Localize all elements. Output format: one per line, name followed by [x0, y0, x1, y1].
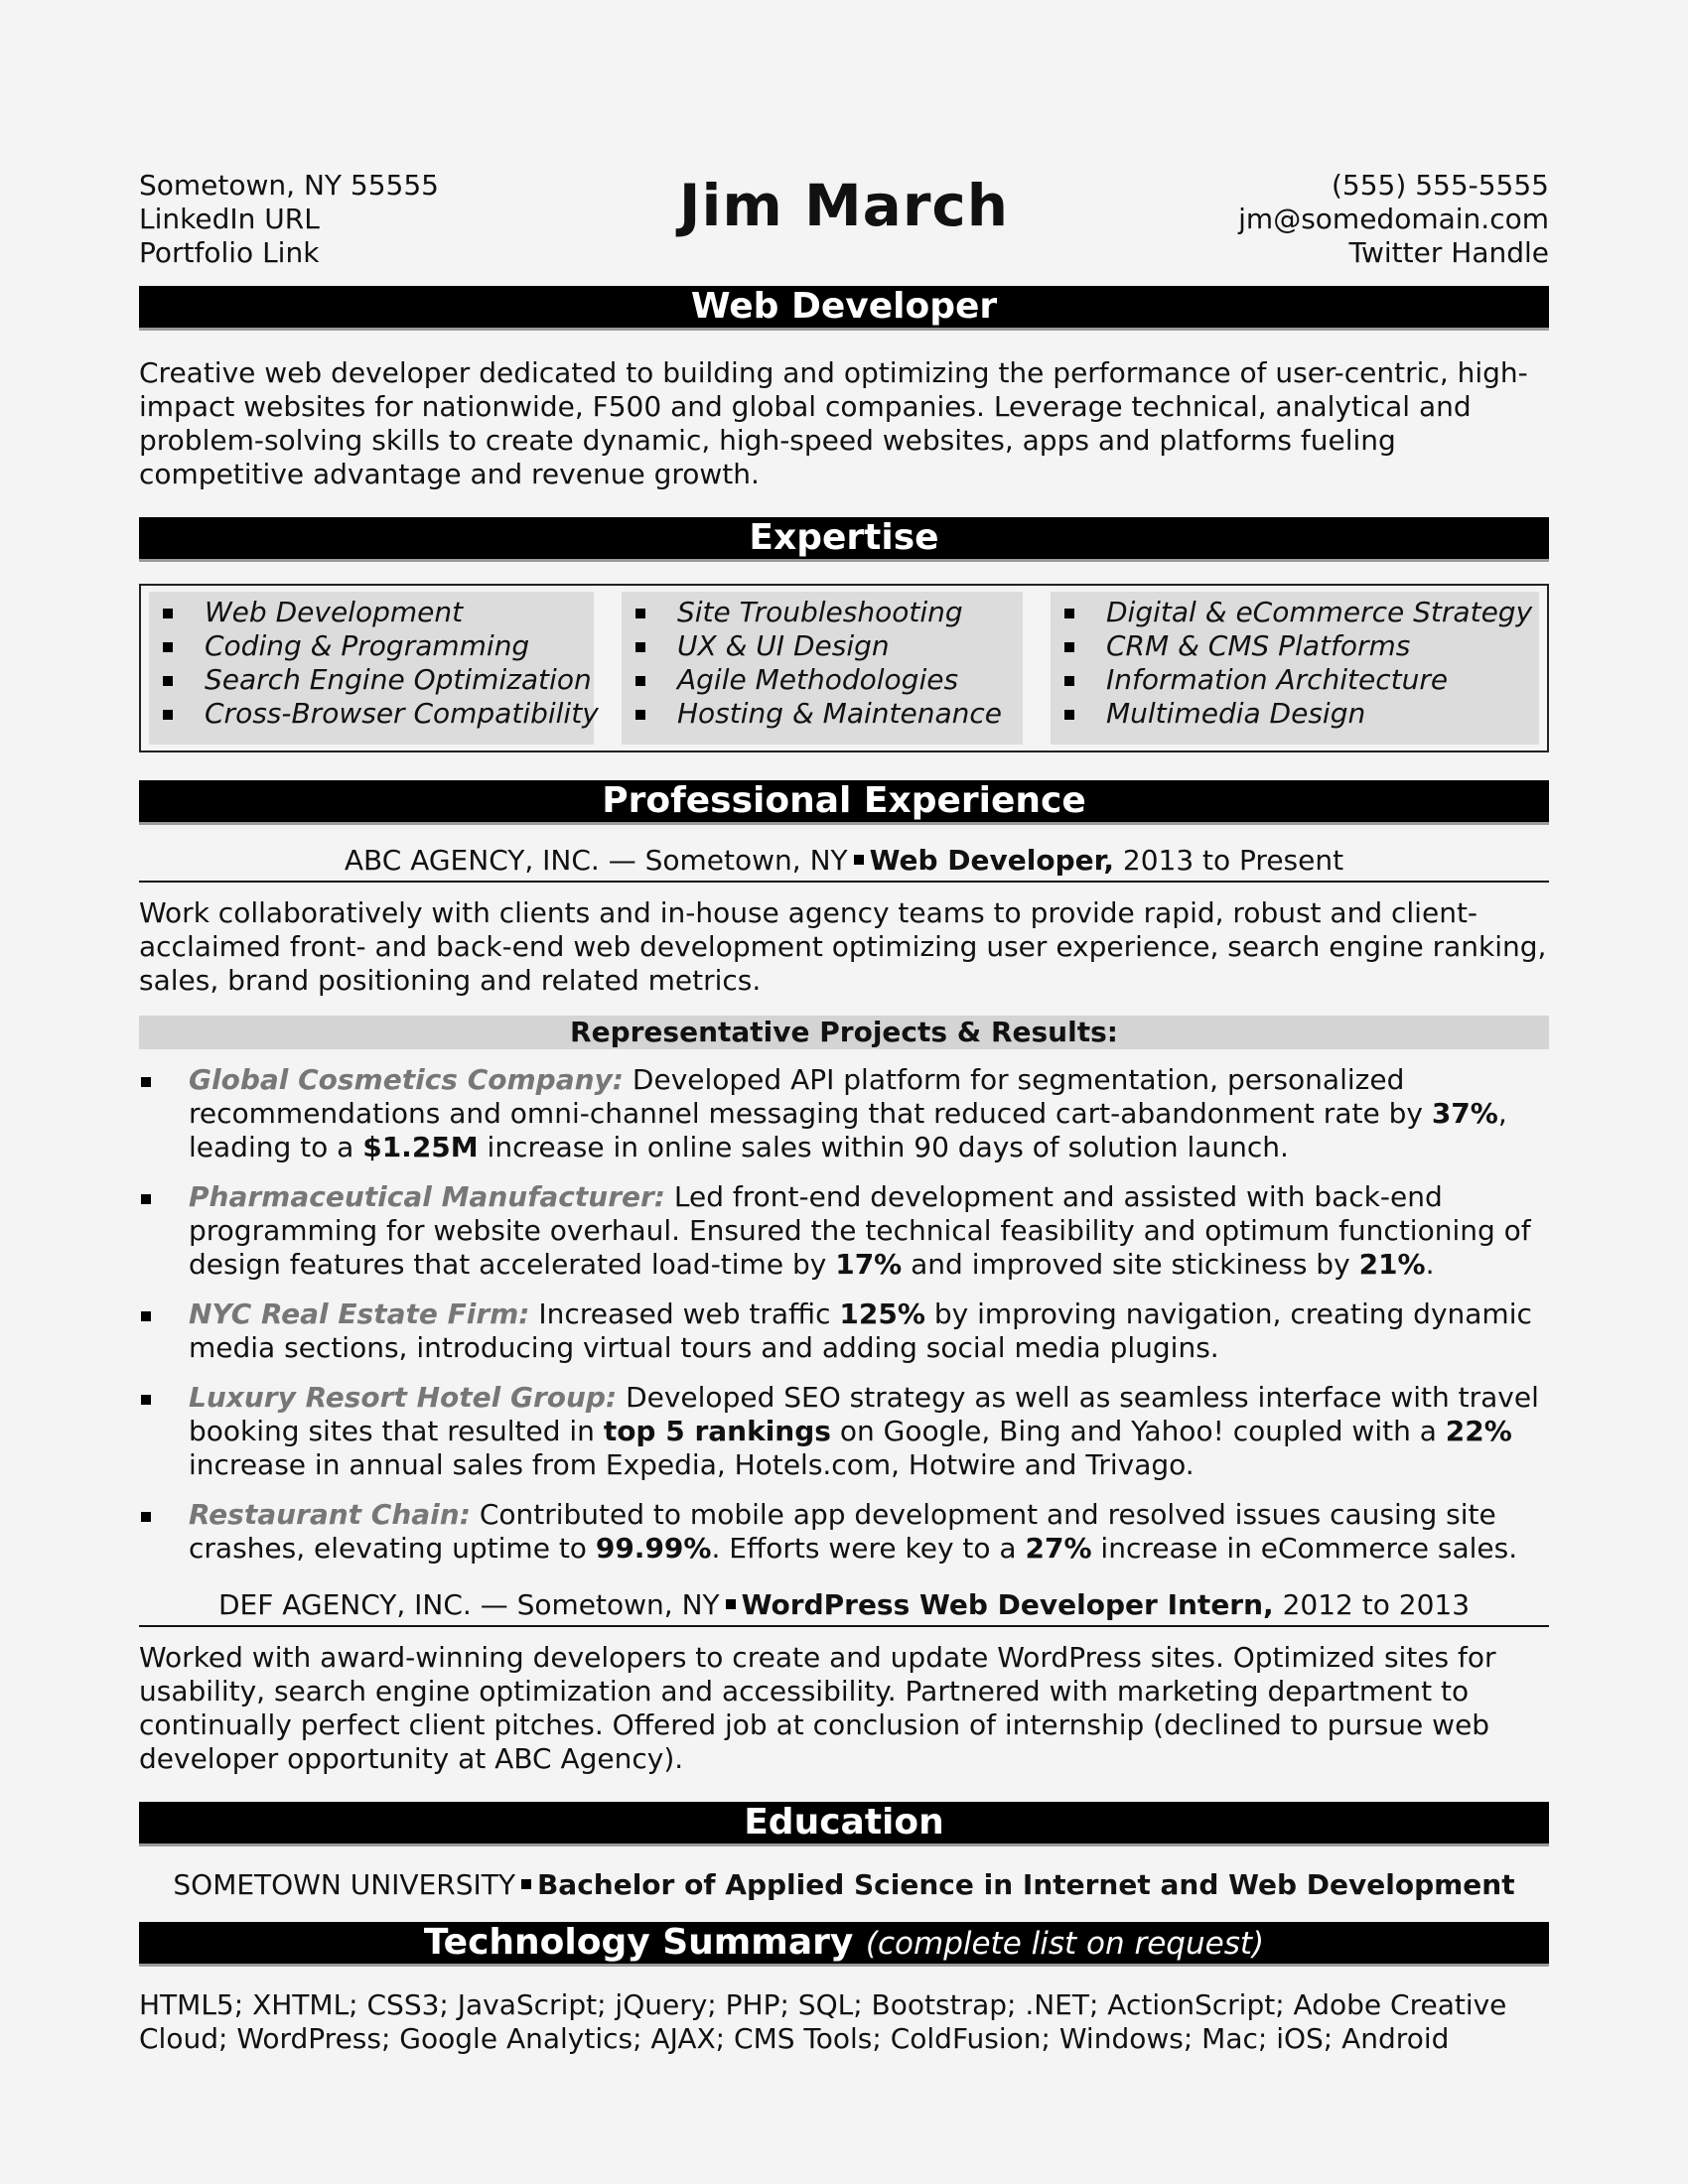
expertise-item: [1058, 629, 1531, 663]
project-text: Developed SEO strategy as well as seamless interface with travel booking sites that resulted in: [189, 1381, 1539, 1447]
bullet-square-icon: [635, 642, 645, 652]
phone-number: (555) 555-5555: [1332, 169, 1549, 202]
resume-content: [139, 169, 1549, 2056]
education-entry: [139, 1868, 1549, 1902]
expertise-item-label: Site Troubleshooting: [677, 596, 963, 628]
bullet-square-icon: [1064, 710, 1074, 720]
job-2-role: WordPress Web Developer Intern,: [741, 1588, 1274, 1621]
expertise-item-label: Search Engine Optimization: [205, 663, 592, 696]
project-text: increase in annual sales from Expedia, Hotels.com, Hotwire and Trivago.: [189, 1448, 1195, 1481]
job-2-company: DEF AGENCY, INC. — Sometown, NY: [217, 1588, 720, 1621]
project-metric: 125%: [839, 1297, 925, 1330]
expertise-item: [157, 596, 586, 629]
project-client: Restaurant Chain:: [189, 1498, 471, 1531]
expertise-item-label: Digital & eCommerce Strategy: [1106, 596, 1533, 628]
technology-heading-bar: [139, 1922, 1549, 1967]
project-client: Luxury Resort Hotel Group:: [189, 1381, 618, 1414]
job-2-dates: 2012 to 2013: [1282, 1588, 1471, 1621]
project-metric: 22%: [1445, 1415, 1512, 1447]
project-list: [139, 1063, 1549, 1566]
project-item: [139, 1498, 1549, 1566]
projects-heading: Representative Projects & Results:: [139, 1016, 1549, 1049]
bullet-square-icon: [635, 676, 645, 686]
job-1-role: Web Developer,: [869, 844, 1114, 877]
job-1-company: ABC AGENCY, INC. — Sometown, NY: [344, 844, 848, 877]
expertise-item-label: Coding & Programming: [205, 629, 530, 662]
expertise-item: [157, 697, 599, 731]
bullet-square-icon: [726, 1599, 736, 1609]
job-title-bar: Web Developer: [139, 286, 1549, 331]
expertise-item: [630, 697, 1015, 731]
project-item: [139, 1063, 1549, 1164]
twitter-handle[interactable]: Twitter Handle: [1348, 236, 1549, 269]
bullet-square-icon: [521, 1879, 531, 1889]
expertise-item: [157, 663, 592, 697]
job-1-heading: [139, 843, 1549, 883]
expertise-item: [630, 663, 1015, 697]
expertise-item-label: Information Architecture: [1106, 663, 1449, 696]
project-metric: 99.99%: [595, 1532, 712, 1565]
project-text: Developed API platform for segmentation, personalized recommendations and omni-channel messaging that reduced cart-abandonment rate by: [189, 1063, 1432, 1130]
project-text: on Google, Bing and Yahoo! coupled with a: [830, 1415, 1446, 1447]
degree-name: Bachelor of Applied Science in Internet and Web Development: [536, 1868, 1515, 1901]
candidate-name: Jim March: [678, 172, 1010, 239]
technology-note: (complete list on request): [865, 1926, 1265, 1962]
project-item: [139, 1297, 1549, 1365]
bullet-square-icon: [163, 676, 173, 686]
project-text: Led front-end development and assisted with back-end programming for website overhaul. Ensured the technical feasibility and optimum functioning of design features that accelerated load-time by: [189, 1180, 1531, 1281]
expertise-item-label: Web Development: [205, 596, 464, 628]
experience-heading: Professional Experience: [139, 780, 1549, 825]
project-client: Global Cosmetics Company:: [189, 1063, 624, 1096]
project-text: increase in online sales within 90 days of solution launch.: [478, 1131, 1289, 1163]
project-text: by improving navigation, creating dynamic media sections, introducing virtual tours and adding social media plugins.: [189, 1297, 1532, 1364]
project-client: Pharmaceutical Manufacturer:: [189, 1180, 665, 1213]
expertise-item-label: CRM & CMS Platforms: [1106, 629, 1411, 662]
bullet-square-icon: [163, 642, 173, 652]
bullet-square-icon: [163, 710, 173, 720]
project-metric: 21%: [1358, 1248, 1426, 1281]
resume-header: [139, 169, 1549, 286]
project-client: NYC Real Estate Firm:: [189, 1297, 530, 1330]
bullet-square-icon: [635, 609, 645, 618]
bullet-square-icon: [141, 1512, 151, 1522]
bullet-square-icon: [635, 710, 645, 720]
expertise-item: [1058, 663, 1531, 697]
bullet-square-icon: [1064, 609, 1074, 618]
email-address[interactable]: jm@somedomain.com: [1238, 203, 1549, 235]
bullet-square-icon: [141, 1395, 151, 1405]
job-2-heading: [139, 1587, 1549, 1627]
project-text: Contributed to mobile app development and resolved issues causing site crashes, elevating uptime to: [189, 1498, 1496, 1565]
project-text: and improved site stickiness by: [902, 1248, 1359, 1281]
project-item: [139, 1180, 1549, 1282]
project-metric: $1.25M: [362, 1131, 479, 1163]
bullet-square-icon: [1064, 642, 1074, 652]
expertise-column-3: [1051, 592, 1539, 745]
project-metric: top 5 rankings: [603, 1415, 831, 1447]
expertise-item: [630, 596, 1015, 629]
bullet-square-icon: [141, 1311, 151, 1321]
project-metric: 27%: [1025, 1532, 1092, 1565]
technology-heading: Technology Summary: [423, 1922, 854, 1963]
bullet-square-icon: [141, 1194, 151, 1204]
technology-list: HTML5; XHTML; CSS3; JavaScript; jQuery; PHP; SQL; Bootstrap; .NET; ActionScript; Adobe Creative Cloud; WordPress; Google Analytics; AJAX; CMS Tools; ColdFusion; Windows; Mac; iOS; Android: [139, 1988, 1507, 2055]
school-name: SOMETOWN UNIVERSITY: [173, 1868, 515, 1901]
expertise-item: [1058, 596, 1531, 629]
expertise-column-2: [622, 592, 1023, 745]
job-2-description: Worked with award-winning developers to create and update WordPress sites. Optimized sites for usability, search engine optimization and accessibility. Partnered with marketing department to continually perfect client pitches. Offered job at conclusion of internship (declined to pursue web developer opportunity at ABC Agency).: [139, 1641, 1496, 1775]
bullet-square-icon: [141, 1077, 151, 1087]
project-text: increase in eCommerce sales.: [1091, 1532, 1518, 1565]
project-text: Increased web traffic: [529, 1297, 840, 1330]
expertise-box: [139, 584, 1549, 752]
portfolio-link[interactable]: Portfolio Link: [139, 236, 320, 269]
expertise-item: [1058, 697, 1531, 731]
project-item: [139, 1381, 1549, 1482]
expertise-item-label: Hosting & Maintenance: [677, 697, 1003, 730]
linkedin-link[interactable]: LinkedIn URL: [139, 203, 320, 235]
expertise-item: [630, 629, 1015, 663]
job-1-dates: 2013 to Present: [1122, 844, 1344, 877]
job-1-description: Work collaboratively with clients and in-house agency teams to provide rapid, robust and client-acclaimed front- and back-end web development optimizing user experience, search engine ranking, sales, brand positioning and related metrics.: [139, 896, 1547, 997]
project-text: .: [1425, 1248, 1435, 1281]
expertise-item-label: Agile Methodologies: [677, 663, 959, 696]
project-metric: 17%: [835, 1248, 903, 1281]
expertise-item-label: UX & UI Design: [677, 629, 890, 662]
expertise-item: [157, 629, 586, 663]
bullet-square-icon: [163, 609, 173, 618]
project-metric: 37%: [1431, 1097, 1498, 1130]
bullet-square-icon: [854, 855, 864, 865]
education-heading: Education: [139, 1802, 1549, 1846]
project-text: , leading to a: [189, 1097, 1507, 1163]
expertise-column-1: [149, 592, 599, 745]
address-line: Sometown, NY 55555: [139, 169, 439, 202]
project-text: . Efforts were key to a: [711, 1532, 1026, 1565]
expertise-item-label: Multimedia Design: [1106, 697, 1366, 730]
expertise-item-label: Cross-Browser Compatibility: [205, 697, 599, 730]
bullet-square-icon: [1064, 676, 1074, 686]
expertise-heading: Expertise: [139, 517, 1549, 562]
summary-paragraph: Creative web developer dedicated to building and optimizing the performance of user-centric, high-impact websites for nationwide, F500 and global companies. Leverage technical, analytical and problem-solving skills to create dynamic, high-speed websites, apps and platforms fueling competitive advantage and revenue growth.: [139, 356, 1528, 490]
contact-right: [1238, 169, 1549, 270]
